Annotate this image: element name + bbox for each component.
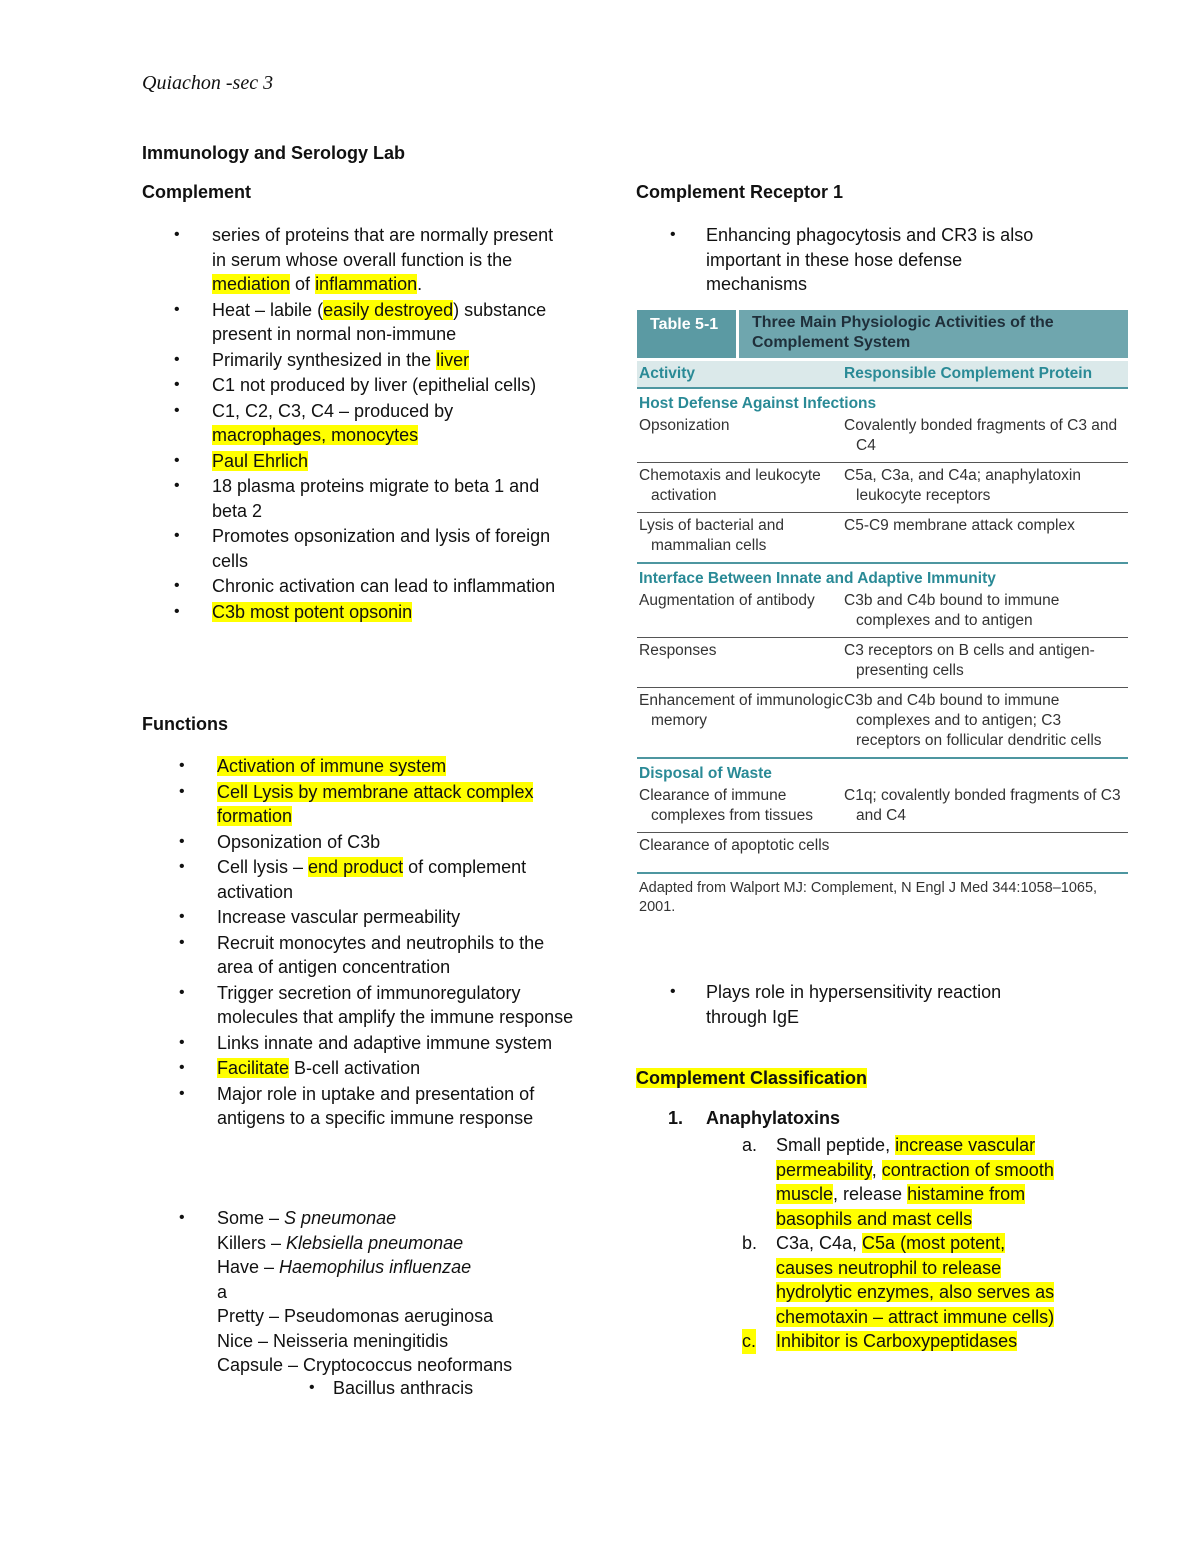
list-item <box>212 399 572 448</box>
list-item <box>212 348 572 373</box>
complement-heading: Complement <box>142 182 252 202</box>
mnemonic-line <box>217 1206 577 1231</box>
protein-cell: C3b and C4b bound to immune complexes and to antigen <box>844 592 1060 629</box>
highlighted-text: Inhibitor is Carboxypeptidases <box>776 1331 1018 1351</box>
protein-cell: C5a, C3a, and C4a; anaphylatoxin leukocyte receptors <box>844 467 1081 504</box>
text-run: C1, C2, C3, C4 – produced by <box>212 400 454 421</box>
text-run: C1 not produced by liver (epithelial cells) <box>212 375 537 395</box>
list-item <box>217 1056 577 1081</box>
list-item <box>217 780 577 829</box>
table-number: Table 5-1 <box>637 310 736 358</box>
hypersensitivity-item: • Plays role in hypersensitivity reaction through IgE <box>706 980 1046 1029</box>
item-label: Anaphylatoxins <box>706 1108 841 1128</box>
highlighted-text: increase vascular permeability <box>776 1135 1036 1180</box>
functions-heading: Functions <box>142 714 228 734</box>
table-row <box>637 413 1128 463</box>
sublist-item <box>742 1133 1066 1231</box>
text-run: 18 plasma proteins migrate to beta 1 and beta 2 <box>212 476 540 521</box>
highlighted-text: liver <box>436 349 470 370</box>
text-run: of complement activation <box>217 857 527 902</box>
list-item <box>217 981 577 1030</box>
table-row <box>637 463 1128 513</box>
list-item <box>217 931 577 980</box>
mnemonic-line <box>217 1280 577 1305</box>
list-item <box>217 855 577 904</box>
text-run: B-cell activation <box>289 1058 421 1078</box>
table-body <box>637 389 1128 862</box>
highlighted-text: Cell Lysis by membrane attack complex formation <box>217 781 534 826</box>
list-item <box>212 474 572 523</box>
table-column-headers <box>637 361 1128 389</box>
author-name: Quiachon -sec 3 <box>142 72 274 94</box>
activity-cell: Clearance of apoptotic cells <box>639 837 830 854</box>
table-row <box>637 513 1128 562</box>
text-run: Opsonization of C3b <box>217 831 381 852</box>
complement-activities-table <box>637 310 1128 917</box>
text-run: Promotes opsonization and lysis of foreign cells <box>212 526 551 571</box>
sublist-marker: c. <box>742 1329 756 1354</box>
anaphylatoxins-sublist <box>742 1133 1066 1354</box>
list-item <box>212 298 572 347</box>
table-title: Three Main Physiologic Activities of the Complement System <box>736 310 1128 358</box>
table-row <box>637 783 1128 833</box>
table-header <box>637 310 1128 358</box>
highlighted-text: inflammation <box>315 274 418 294</box>
column-header-activity: Activity <box>639 365 695 382</box>
mnemonic-line <box>217 1304 577 1329</box>
text-run: Primarily synthesized in the <box>212 349 437 370</box>
text-run: , release <box>833 1184 908 1204</box>
text-run: C3a, C4a, <box>776 1233 863 1253</box>
mnemonic-word: Nice – Neisseria meningitidis <box>217 1330 449 1351</box>
highlighted-text: Facilitate <box>217 1058 290 1078</box>
table-section-heading: Interface Between Innate and Adaptive Immunity <box>637 562 1128 588</box>
list-item <box>217 1082 577 1131</box>
highlighted-text: easily destroyed <box>323 299 454 320</box>
list-item <box>212 449 572 474</box>
table-row <box>637 688 1128 757</box>
mnemonic-word: Killers – <box>217 1232 287 1253</box>
list-item <box>217 754 577 779</box>
table-source-note: Adapted from Walport MJ: Complement, N Engl J Med 344:1058–1065, 2001. <box>637 872 1128 917</box>
highlighted-text: macrophages, monocytes <box>212 425 419 445</box>
cr1-item: • Enhancing phagocytosis and CR3 is also important in these hose defense mechanisms <box>706 223 1046 297</box>
text-run: , <box>871 1159 882 1180</box>
list-item <box>217 830 577 855</box>
organism-name: Haemophilus influenzae <box>279 1257 472 1277</box>
table-section-heading: Host Defense Against Infections <box>639 395 877 412</box>
text-run: Chronic activation can lead to inflammation <box>212 576 556 596</box>
table-row <box>637 833 1128 862</box>
text-run: Recruit monocytes and neutrophils to the area of antigen concentration <box>217 932 545 977</box>
list-item <box>212 373 572 398</box>
complement-list <box>212 223 572 625</box>
protein-cell <box>844 836 1128 856</box>
protein-cell: C3b and C4b bound to immune complexes and to antigen; C3 receptors on follicular dendritic cells <box>844 692 1102 749</box>
mnemonic-word: Capsule – Cryptococcus neoformans <box>217 1355 513 1375</box>
text-run: Heat – labile ( <box>212 299 324 320</box>
classification-heading-text: Complement Classification <box>636 1068 868 1088</box>
sublist-item <box>742 1231 1066 1329</box>
highlighted-text: C3b most potent opsonin <box>212 601 413 622</box>
protein-cell: C3 receptors on B cells and antigen-presenting cells <box>844 642 1095 679</box>
hypersensitivity-list <box>706 980 1046 1030</box>
functions-list <box>217 754 577 1132</box>
text-run: Major role in uptake and presentation of antigens to a specific immune response <box>217 1083 535 1128</box>
mnemonic-word: a <box>217 1281 228 1302</box>
highlighted-text: Activation of immune system <box>217 756 447 776</box>
mnemonic-line <box>217 1353 577 1378</box>
text-run: Links innate and adaptive immune system <box>217 1032 553 1053</box>
protein-cell: Covalently bonded fragments of C3 and C4 <box>844 417 1118 454</box>
activity-cell: Enhancement of immunologic memory <box>639 692 844 729</box>
text-run: . <box>417 274 423 294</box>
complement-receptor-heading: Complement Receptor 1 <box>636 182 844 202</box>
protein-cell: C5-C9 membrane attack complex <box>844 517 1075 534</box>
column-header-protein: Responsible Complement Protein <box>844 365 1093 382</box>
item-number: 1. <box>668 1108 684 1128</box>
activity-cell: Lysis of bacterial and mammalian cells <box>639 517 785 554</box>
list-item <box>212 223 572 297</box>
mnemonic-item <box>217 1206 577 1378</box>
list-item <box>212 600 572 625</box>
sublist-marker: b. <box>742 1233 758 1253</box>
table-section-heading: Disposal of Waste <box>637 757 1128 783</box>
list-item <box>212 524 572 573</box>
text-run: Small peptide, <box>776 1135 896 1155</box>
organism-name: Klebsiella pneumonae <box>286 1232 464 1253</box>
document-title: Immunology and Serology Lab <box>142 143 406 163</box>
mnemonic-word: Pretty – Pseudomonas aeruginosa <box>217 1306 494 1326</box>
organism-name: S pneumonae <box>284 1208 397 1228</box>
highlighted-text: Paul Ehrlich <box>212 450 309 471</box>
highlighted-text: C5a (most potent, causes neutrophil to release hydrolytic enzymes, also serves as chemotaxin – attract immune cells) <box>776 1233 1055 1327</box>
text-run: Increase vascular permeability <box>217 907 461 927</box>
activity-cell: Responses <box>639 642 717 659</box>
classification-heading <box>636 1068 867 1089</box>
text-run: of <box>290 274 316 294</box>
list-item <box>217 1031 577 1056</box>
text-run: ) substance present in normal non-immune <box>212 299 547 344</box>
activity-cell: Clearance of immune complexes from tissues <box>639 787 813 824</box>
mnemonic-list <box>217 1206 577 1379</box>
activity-cell: Opsonization <box>639 417 730 434</box>
protein-cell: C1q; covalently bonded fragments of C3 and C4 <box>844 787 1121 824</box>
activity-cell: Augmentation of antibody <box>639 592 815 609</box>
table-row <box>637 638 1128 688</box>
highlighted-text: histamine from basophils and mast cells <box>776 1184 1026 1229</box>
mnemonic-line <box>217 1255 577 1280</box>
table-row <box>637 588 1128 638</box>
text-run: Trigger secretion of immunoregulatory molecules that amplify the immune response <box>217 982 574 1027</box>
mnemonic-line <box>217 1231 577 1256</box>
list-item <box>217 905 577 930</box>
list-item <box>212 574 572 599</box>
highlighted-text: mediation <box>212 274 291 294</box>
mnemonic-word: Some – <box>217 1208 285 1228</box>
text-run: Cell lysis – <box>217 857 309 877</box>
sublist-marker: a. <box>742 1135 758 1155</box>
mnemonic-word: Have – <box>217 1257 280 1277</box>
mnemonic-subitem: • Bacillus anthracis <box>333 1376 473 1401</box>
mnemonic-line <box>217 1329 577 1354</box>
cr1-list <box>706 223 1046 298</box>
text-run: series of proteins that are normally present in serum whose overall function is the <box>212 225 554 270</box>
activity-cell: Chemotaxis and leukocyte activation <box>639 467 821 504</box>
sublist-item <box>742 1329 1066 1354</box>
highlighted-text: end product <box>308 857 404 877</box>
highlighted-text: contraction of smooth muscle <box>776 1159 1054 1204</box>
